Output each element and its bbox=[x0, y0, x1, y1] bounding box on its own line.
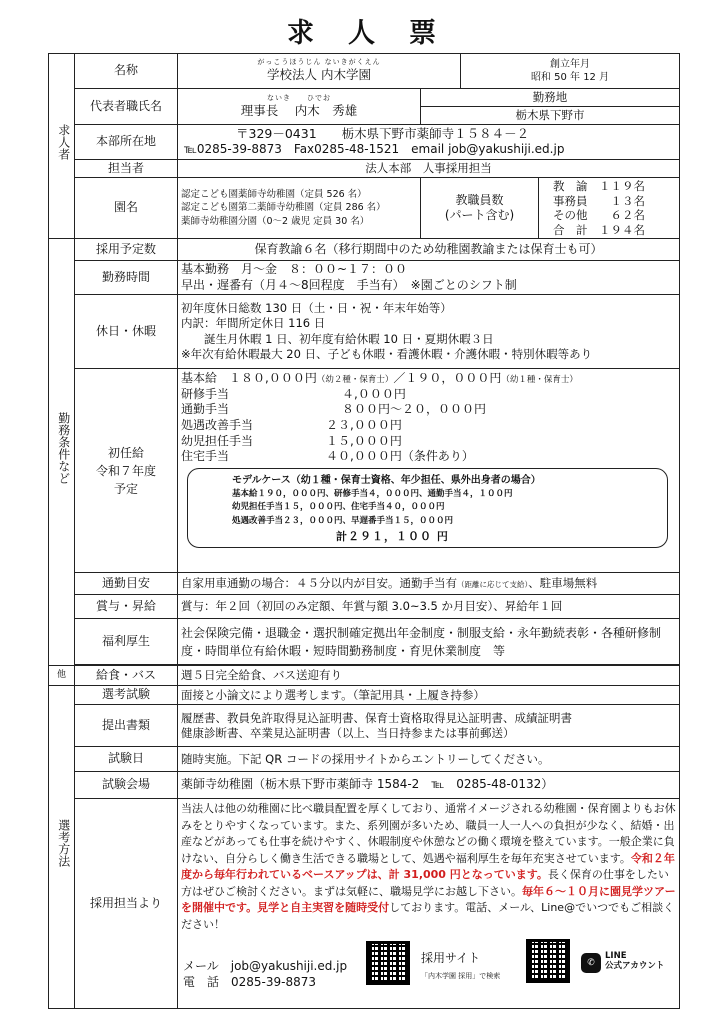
holiday: 初年度休日総数 130 日（土・日・祝・年末年始等） 内訳：年間所定休日 116 日 誕生月休暇 1 日、初年度有給休暇 10 日・夏期休暇３日 ※年次有給休暇最大 20 日、子ども休暇・看護休暇・介護休暇・特別休暇等あり bbox=[178, 295, 680, 369]
message: 当法人は他の幼稚園に比べ職員配置を厚くしており、通常イメージされる幼稚園・保育園よりもお休みをとりやすくなっています。また、系列園が多いため、職員一人一人への負担が少なく、結婚・出産などがあっても仕事を続けやすく、休暇制度や休憩などの働く環境を整えています。一般企業に負けない、自分らしく働き生活できる職場として、処遇や福利厚生を毎年充実させています。令和２年度から毎年行われているベースアップは、計 31,000 円となっています。長く保育の仕事をしたい方はぜひご検討ください。まずは気軽に、職場見学にお越し下さい。毎年６～１０月に園見学ツアーを開催中です。見学と自主実習を随時受付しております。電話、メール、Line@でいつでもご相談ください！ メール job@yakushiji.ed.jp 電 話 0285-39-8873 採用サイト 「内木学園 採用」で検索 ✆ LINE 公式アカウント bbox=[178, 799, 680, 1009]
address-label: 本部所在地 bbox=[75, 124, 178, 159]
staff-count: 教 諭 １１９名 事務員 １３名 その他 ６２名 合 計 １９４名 bbox=[539, 178, 680, 239]
bonus-label: 賞与・昇給 bbox=[75, 595, 178, 619]
site-note: 「内木学園 採用」で検索 bbox=[421, 972, 501, 981]
welfare-label: 福利厚生 bbox=[75, 619, 178, 665]
exam: 面接と小論文により選考します。（筆記用具・上履き持参） bbox=[178, 686, 680, 705]
model-case: モデルケース（幼１種・保育士資格、年少担任、県外出身者の場合） 基本給１９０，０００円、研修手当４，０００円、通勤手当４，１００円 幼児担任手当１５，０００円、住宅手当４０，０００円 処遇改善手当２３，０００円、早遅番手当１５，０００円 計２９１，１００ 円 bbox=[187, 468, 668, 548]
line-logo-icon: ✆ bbox=[581, 953, 601, 973]
schools: 認定こども園薬師寺幼稚園（定員 526 名） 認定こども園第二薬師寺幼稚園（定員 286 名） 薬師寺幼稚園分園（0～2 歳児 定員 30 名） bbox=[178, 178, 421, 239]
salary: 基本給 １８０,０００円（幼２種・保育士）／１９０，０００円（幼１種・保育士） 研修手当 ４,０００円 通勤手当 ８００円～２０，０００円 処遇改善手当 ２３,０００円 幼児担任手当 １５,０００円 住宅手当 ４０,０００円（条件あり） モデルケース（幼１種・保育士資格、年少担任、県外出身者の場合） 基本給１９０，０００円、研修手当４，０００円、通勤手当４，１００円 幼児担任手当１５，０００円、住宅手当４０，０００円 処遇改善手当２３，０００円、早遅番手当１５，０００円 計２９１，１００ 円 bbox=[178, 369, 680, 573]
venue-label: 試験会場 bbox=[75, 772, 178, 799]
section-selection: 選考方法 bbox=[49, 686, 75, 1009]
line-qr-icon[interactable] bbox=[526, 939, 570, 983]
job-table bbox=[48, 53, 680, 1009]
allowance-row: 住宅手当 ４０,０００円（条件あり） bbox=[181, 449, 474, 464]
meal: 週５日完全給食、バス送迎有り bbox=[178, 666, 680, 686]
rep-label: 代表者職氏名 bbox=[75, 89, 178, 125]
allowance-row: 通勤手当 ８００円～２０，０００円 bbox=[181, 402, 487, 417]
welfare: 社会保険完備・退職金・選択制確定拠出年金制度・制服支給・永年勤続表彰・各種研修制度・時間単位有給休暇・短時間勤務制度・育児休業制度 等 bbox=[178, 619, 680, 665]
staff-label: 教職員数 (パート含む) bbox=[421, 178, 539, 239]
hire-label: 採用予定数 bbox=[75, 238, 178, 260]
meal-label: 給食・バス bbox=[75, 666, 178, 686]
schools-label: 園名 bbox=[75, 178, 178, 239]
hours-label: 勤務時間 bbox=[75, 260, 178, 294]
person-label: 担当者 bbox=[75, 159, 178, 178]
workplace: 勤務地 栃木県下野市 bbox=[421, 89, 680, 125]
name-label: 名称 bbox=[75, 54, 178, 89]
page-title: 求人票 bbox=[287, 18, 470, 49]
commute: 自家用車通勤の場合：４５分以内が目安。通勤手当有（距離に応じて支給）、駐車場無料 bbox=[178, 573, 680, 595]
employer-name: がっこうほうじん ないきがくえん 学校法人 内木学園 bbox=[178, 54, 461, 89]
docs: 履歴書、教員免許取得見込証明書、保育士資格取得見込証明書、成績証明書 健康診断書、卒業見込証明書（以上、当日持参または事前郵送） bbox=[178, 705, 680, 747]
venue: 薬師寺幼稚園（栃木県下野市薬師寺 1584-2 ℡ 0285-48-0132） bbox=[178, 772, 680, 799]
section-employer: 求人者 bbox=[49, 54, 75, 239]
founded: 創立年月 昭和 50 年 12 月 bbox=[461, 54, 680, 89]
message-label: 採用担当より bbox=[75, 799, 178, 1009]
allowance-row: 処遇改善手当 ２３,０００円 bbox=[181, 417, 402, 432]
hours: 基本勤務 月～金 ８：００~１７：００ 早出・遅番有（月４～8回程度 手当有） ※園ごとのシフト制 bbox=[178, 260, 680, 294]
line-label: LINE 公式アカウント bbox=[605, 951, 665, 972]
representative: ないき ひでお 理事長 内木 秀雄 bbox=[178, 89, 421, 125]
bonus: 賞与：年２回（初回のみ定額、年賞与額 3.0~3.5 か月目安）、昇給年１回 bbox=[178, 595, 680, 619]
commute-label: 通勤目安 bbox=[75, 573, 178, 595]
hire: 保育教諭６名（移行期間中のため幼稚園教諭または保育士も可） bbox=[178, 238, 680, 260]
exam-date: 随時実施。下記 QR コードの採用サイトからエントリーしてください。 bbox=[178, 747, 680, 772]
exam-label: 選考試験 bbox=[75, 686, 178, 705]
section-other: 他 bbox=[49, 666, 75, 686]
allowance-row: 研修手当 ４,０００円 bbox=[181, 386, 406, 401]
allowance-row: 幼児担任手当 １５,０００円 bbox=[181, 433, 402, 448]
site-qr-icon[interactable] bbox=[366, 941, 410, 985]
contact-mail[interactable]: メール job@yakushiji.ed.jp bbox=[183, 959, 348, 974]
holiday-label: 休日・休暇 bbox=[75, 295, 178, 369]
date-label: 試験日 bbox=[75, 747, 178, 772]
contact-tel[interactable]: 電 話 0285-39-8873 bbox=[183, 975, 317, 990]
site-label: 採用サイト bbox=[421, 951, 481, 966]
address: 〒329－0431 栃木県下野市薬師寺１５８４－２ ℡0285-39-8873 Fax0285-48-1521 email job@yakushiji.ed.jp bbox=[178, 124, 680, 159]
section-work: 勤務条件など bbox=[49, 238, 75, 665]
salary-label: 初任給 令和７年度 予定 bbox=[75, 369, 178, 573]
docs-label: 提出書類 bbox=[75, 705, 178, 747]
person: 法人本部 人事採用担当 bbox=[178, 159, 680, 178]
